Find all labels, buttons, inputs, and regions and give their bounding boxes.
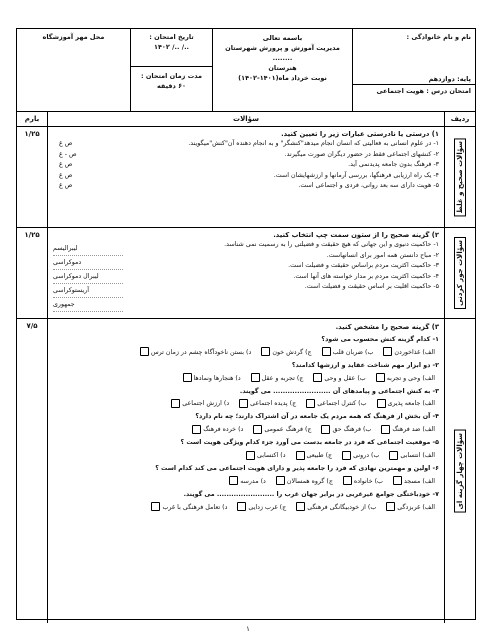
tf-item: ۳- فرهنگ بدون جامعه پدیدنمی آید. ص غ <box>53 160 439 170</box>
mc-option-label: ب) عقل و وحی <box>324 374 366 382</box>
mc-option-label: ب) کنترل اجتماعی <box>317 400 367 408</box>
tf-item: ۱- در علوم انسانی به فعالیتی که انسان انجام میدهد"کنشگر" و به انجام دهنده آن"کنش"میگویند. ص غ <box>53 139 439 149</box>
mc-question: ۴- آن بخش از فرهنگ که همه مردم یک جامعه در آن اشتراک دارند؛ چه نام دارد؟ <box>195 413 439 421</box>
checkbox-icon[interactable] <box>342 451 351 460</box>
mc-option-label: الف) مسجد <box>403 477 435 485</box>
duration-value: ۶۰ دقیقه <box>156 82 187 90</box>
mc-option[interactable] <box>294 502 376 515</box>
mc-option[interactable] <box>274 476 333 489</box>
section-side-label: سؤالات جور کردنی <box>454 237 466 309</box>
mc-option-label: د) اکتسابی <box>257 452 286 460</box>
section-score: ۷/۵ <box>26 322 38 330</box>
mc-option[interactable] <box>237 398 296 411</box>
mc-option[interactable] <box>251 424 311 437</box>
checkbox-icon[interactable] <box>151 502 160 511</box>
date-duration-box <box>130 29 212 111</box>
checkbox-icon[interactable] <box>393 476 402 485</box>
tf-options[interactable]: ص غ <box>59 171 73 179</box>
tf-options[interactable]: ص - غ <box>59 150 77 158</box>
mc-option[interactable] <box>190 424 243 437</box>
mc-option[interactable] <box>227 476 266 489</box>
mc-option[interactable] <box>381 347 435 360</box>
mc-option[interactable] <box>235 502 286 515</box>
duration-label: مدت زمان امتحان : <box>140 72 203 80</box>
mc-option[interactable] <box>311 373 365 386</box>
checkbox-icon[interactable] <box>383 347 392 356</box>
questions-header: سؤالات <box>47 112 444 126</box>
question-title: ۳) گزینه صحیح را مشخص کنید. <box>335 323 439 331</box>
checkbox-icon[interactable] <box>237 502 246 511</box>
mc-options <box>53 450 439 463</box>
table-header <box>17 112 475 127</box>
mc-options <box>53 476 439 489</box>
mc-question: ۱- کدام گزینه کنش محسوب می شود؟ <box>321 335 439 343</box>
mc-option[interactable] <box>340 450 379 463</box>
section-multiple-choice <box>17 319 475 623</box>
mc-option[interactable] <box>341 476 383 489</box>
mc-option-label: ب) ضربان قلب <box>332 348 374 356</box>
mc-option[interactable] <box>249 373 304 386</box>
mc-option-label: د) ارزش اجتماعی <box>182 400 230 408</box>
mc-option[interactable] <box>244 450 285 463</box>
grade-label: پایه: دوازدهم <box>428 75 471 83</box>
mc-option-label: ب) درونی <box>353 452 380 460</box>
mc-option-label: الف) جامعه پذیری <box>387 400 435 408</box>
mc-option[interactable] <box>375 398 435 411</box>
mc-option-label: ج) گردش خون <box>272 348 312 356</box>
mc-option[interactable] <box>259 347 311 360</box>
student-info <box>352 29 475 111</box>
tf-options[interactable]: ص غ <box>59 140 73 148</box>
basmala: باسمه تعالی <box>262 34 303 42</box>
checkbox-icon[interactable] <box>261 347 270 356</box>
checkbox-icon[interactable] <box>343 476 352 485</box>
header-center <box>212 29 352 111</box>
mc-question: ۷- خودباختگی جوامع غیرغربی در برابر جهان غرب را ........................ می گویند. <box>183 490 439 498</box>
choices-column <box>53 242 123 312</box>
mc-option-label: د) مدرسه <box>240 477 266 485</box>
checkbox-icon[interactable] <box>377 399 386 408</box>
mc-option[interactable] <box>138 347 251 360</box>
page-number: ۱ <box>246 625 250 633</box>
choice-item: لیبرال دموکراسی <box>53 270 123 284</box>
mc-option-label: د) خرده فرهنگ <box>203 426 244 434</box>
score-header: بارم <box>24 115 40 123</box>
tf-options[interactable]: ص غ <box>59 182 73 190</box>
mc-option-label: د) بستن ناخودآگاه چشم در زمان ترس <box>150 348 252 356</box>
mc-question: ۳- به کنش اجتماعی و پیامدهای آن ........................ می گویند. <box>239 387 439 395</box>
section-score: ۱/۲۵ <box>24 231 40 239</box>
choice-item: جمهوری <box>53 298 123 312</box>
mc-option-label: ب) خانواده <box>353 477 383 485</box>
mc-options <box>53 398 439 411</box>
mc-option-label: ج) طبیعی <box>306 452 333 460</box>
tf-options[interactable]: ص غ <box>59 161 73 169</box>
mc-question: ۲- دو ابزار مهم شناخت عقاید و ارزشها کدامند؟ <box>291 361 439 369</box>
mc-option-label: ج) گروه همسالان <box>286 477 333 485</box>
match-item: ۴- حاکمیت اکثریت مردم بر مدار خواسته های آنها است. <box>293 272 439 280</box>
mc-options <box>53 502 439 515</box>
question-title: ۱) درستی یا نادرستی عبارات زیر را تعیین کنید. <box>281 130 439 138</box>
mc-options <box>53 373 439 386</box>
mc-option[interactable] <box>149 502 227 515</box>
checkbox-icon[interactable] <box>239 399 248 408</box>
mc-option-label: الف) غذاخوردن <box>394 348 435 356</box>
tf-item: ۲- کنشهای اجتماعی فقط در حضور دیگران صورت میگیرند. ص - غ <box>53 150 439 160</box>
checkbox-icon[interactable] <box>229 476 238 485</box>
checkbox-icon[interactable] <box>322 347 331 356</box>
mc-option[interactable] <box>319 424 371 437</box>
mc-option[interactable] <box>320 347 374 360</box>
subject-label: امتحان درس : هویت اجتماعی <box>353 84 475 97</box>
seal-label: محل مهر آموزشگاه <box>42 33 105 41</box>
checkbox-icon[interactable] <box>192 425 201 434</box>
checkbox-icon[interactable] <box>313 373 322 382</box>
mc-options <box>53 424 439 437</box>
mc-option-label: ج) فرهنگ عمومی <box>264 426 312 434</box>
checkbox-icon[interactable] <box>321 425 330 434</box>
date-label: تاریخ امتحان : <box>149 33 194 41</box>
tf-item: ۴- یک راه ارزیابی فرهنگها، بررسی آرمانها و ارزشهایشان است. ص غ <box>53 171 439 181</box>
mc-option-label: الف) وحی و تجربه <box>386 374 435 382</box>
section-body <box>47 319 444 623</box>
section-score: ۱/۲۵ <box>24 130 40 138</box>
mc-option-label: ب) فرهنگ حق <box>332 426 372 434</box>
checkbox-icon[interactable] <box>386 502 395 511</box>
checkbox-icon[interactable] <box>171 399 180 408</box>
match-item: ۲- مباح دانستن همه امور برای انسانهاست. <box>326 251 439 259</box>
school-line: هنرستان <box>268 64 297 72</box>
mc-option[interactable] <box>374 373 435 386</box>
session-line: نوبت خرداد ماه(۱۴۰۱-۱۴۰۲) <box>238 74 327 82</box>
mc-option[interactable] <box>169 398 229 411</box>
checkbox-icon[interactable] <box>251 373 260 382</box>
mc-option-label: ب) از خودبیگانگی فرهنگی <box>307 503 377 511</box>
match-item: ۳- حاکمیت اکثریت مردم براساس حقیقت و فضیلت است. <box>288 262 439 270</box>
mc-option[interactable] <box>181 373 241 386</box>
name-label: نام و نام خانوادگی : <box>406 33 471 41</box>
mc-option[interactable] <box>304 398 366 411</box>
mc-option-label: د) هنجارها ونمادها <box>193 374 241 382</box>
choice-item: دموکراسی <box>53 256 123 270</box>
exam-header <box>17 29 475 112</box>
checkbox-icon[interactable] <box>389 451 398 460</box>
checkbox-icon[interactable] <box>296 451 305 460</box>
checkbox-icon[interactable] <box>376 373 385 382</box>
checkbox-icon[interactable] <box>183 373 192 382</box>
mc-option-label: ج) پدیده اجتماعی <box>250 400 297 408</box>
section-side-label: سؤالات صحیح و غلط <box>454 138 466 216</box>
mc-option-label: الف) ضد فرهنگ <box>392 426 435 434</box>
section-body <box>47 127 444 227</box>
mc-option[interactable] <box>384 502 435 515</box>
match-item: ۱- حاکمیت دنیوی و این جهانی که هیچ حقیقت و فضیلتی را به رسمیت نمی شناسد. <box>224 241 439 249</box>
section-matching <box>17 228 475 319</box>
mc-option[interactable] <box>387 450 435 463</box>
mc-option-label: ج) تجربه و عقل <box>261 374 304 382</box>
section-body <box>47 228 444 318</box>
checkbox-icon[interactable] <box>246 451 255 460</box>
tf-item: ۵- هویت دارای سه بعد روانی، فردی و اجتماعی است. ص غ <box>53 181 439 191</box>
seal-area <box>17 29 130 111</box>
checkbox-icon[interactable] <box>253 425 262 434</box>
section-true-false <box>17 127 475 228</box>
mc-option-label: ج) غرب زدایی <box>248 503 287 511</box>
checkbox-icon[interactable] <box>276 476 285 485</box>
mc-question: ۶- اولین و مهمترین نهادی که فرد را جامعه پذیر و دارای هویت اجتماعی می کند کدام است ؟ <box>155 464 439 472</box>
section-side-label: سؤالات چهار گزینه ای <box>454 430 466 513</box>
exam-frame <box>16 28 476 620</box>
checkbox-icon[interactable] <box>381 425 390 434</box>
mc-option-label: د) تعامل فرهنگی با غرب <box>162 503 228 511</box>
checkbox-icon[interactable] <box>306 399 315 408</box>
choice-item: آریستوکراسی <box>53 284 123 298</box>
question-title: ۲) گزینه صحیح را از ستون سمت چپ انتخاب کنید. <box>273 231 439 239</box>
mc-option-label: الف) انتسابی <box>400 452 435 460</box>
date-value: ../ ../ ۱۴۰۲ <box>153 43 190 51</box>
mc-option[interactable] <box>294 450 333 463</box>
match-item: ۵- حاکمیت اقلیت بر اساس حقیقت و فضیلت است. <box>304 283 439 291</box>
mc-option[interactable] <box>391 476 435 489</box>
mc-question: ۵- موقعیت اجتماعی که فرد در جامعه بدست می آورد جزء کدام ویژگی هویت است ؟ <box>180 439 439 447</box>
row-header: ردیف <box>444 112 475 126</box>
mc-option[interactable] <box>379 424 435 437</box>
ministry-line: مدیریت آموزش و پرورش شهرستان ........ <box>225 44 340 62</box>
checkbox-icon[interactable] <box>296 502 305 511</box>
mc-options <box>53 347 439 360</box>
checkbox-icon[interactable] <box>140 347 149 356</box>
choice-item: لیبرالیسم <box>53 242 123 256</box>
mc-option-label: الف) غربزدگی <box>397 503 435 511</box>
